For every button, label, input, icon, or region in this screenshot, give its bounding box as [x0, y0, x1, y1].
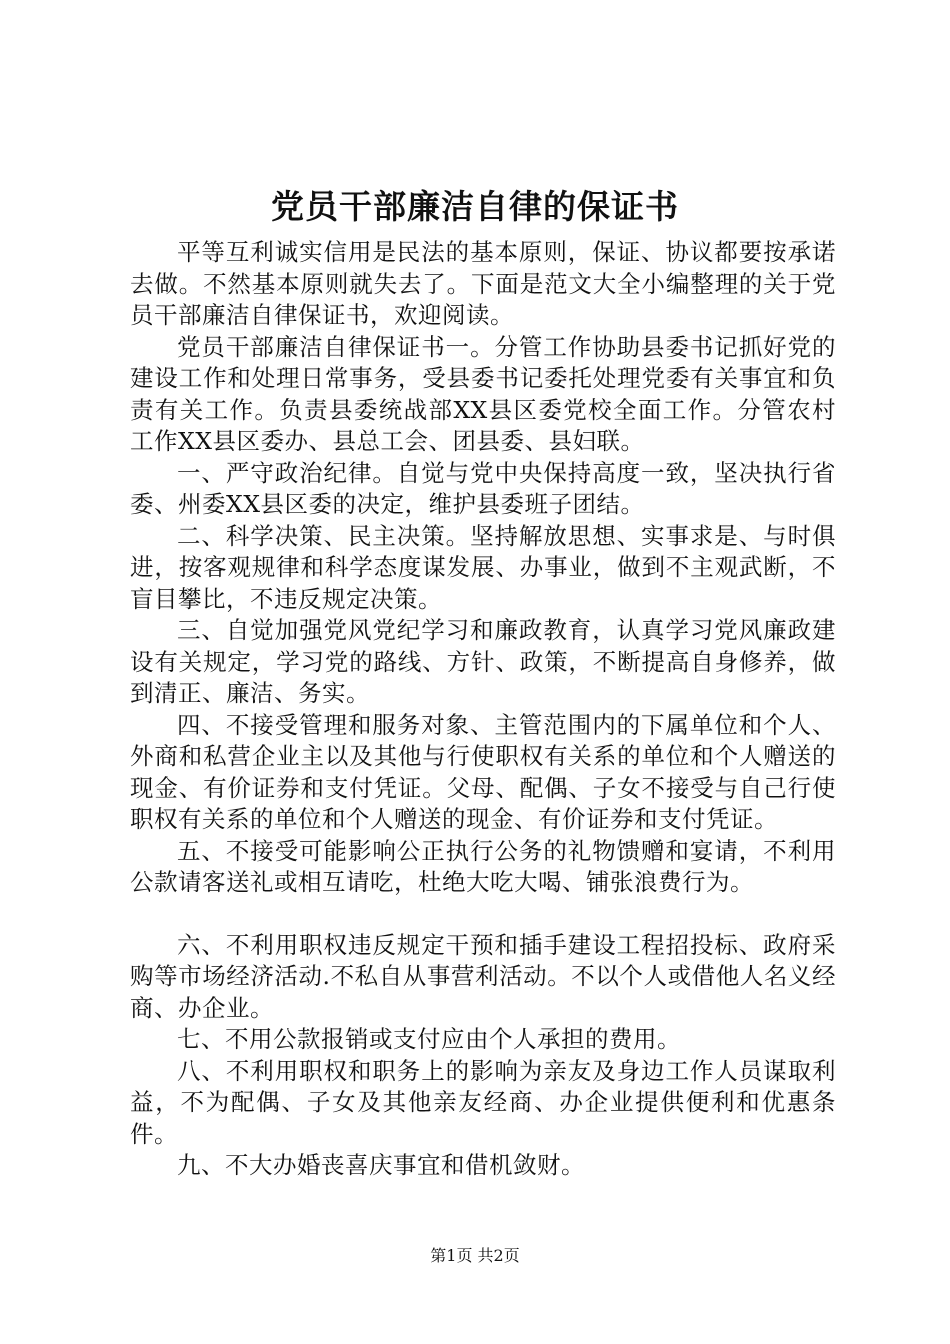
- paragraph-item-7: 七、不用公款报销或支付应由个人承担的费用。: [177, 1025, 681, 1053]
- paragraph-item-9: 九、不大办婚丧喜庆事宜和借机敛财。: [177, 1151, 585, 1179]
- paragraph-scope: 党员干部廉洁自律保证书一。分管工作协助县委书记抓好党的建设工作和处理日常事务，受县委书记委托处理党委有关事宜和负责有关工作。负责县委统战部XX县区委党校全面工作。分管农村工作XX县区委办、县总工会、团县委、县妇联。: [130, 332, 836, 455]
- paragraph-item-6: 六、不利用职权违反规定干预和插手建设工程招投标、政府采购等市场经济活动.不私自从事营利活动。不以个人或借他人名义经商、办企业。: [130, 930, 836, 1022]
- paragraph-intro: 平等互利诚实信用是民法的基本原则，保证、协议都要按承诺去做。不然基本原则就失去了。下面是范文大全小编整理的关于党员干部廉洁自律保证书，欢迎阅读。: [130, 238, 836, 329]
- paragraph-item-1: 一、严守政治纪律。自觉与党中央保持高度一致，坚决执行省委、州委XX县区委的决定，维护县委班子团结。: [130, 458, 836, 518]
- paragraph-item-5: 五、不接受可能影响公正执行公务的礼物馈赠和宴请，不利用公款请客送礼或相互请吃，杜绝大吃大喝、铺张浪费行为。: [130, 836, 836, 896]
- paragraph-item-8: 八、不利用职权和职务上的影响为亲友及身边工作人员谋取利益，不为配偶、子女及其他亲友经商、办企业提供便利和优惠条件。: [130, 1056, 836, 1148]
- document-body: [130, 237, 836, 1182]
- page-title: 党员干部廉洁自律的保证书: [271, 187, 679, 226]
- paragraph-item-3: 三、自觉加强党风党纪学习和廉政教育，认真学习党风廉政建设有关规定，学习党的路线、方针、政策，不断提高自身修养，做到清正、廉洁、务实。: [130, 616, 836, 707]
- paragraph-item-4: 四、不接受管理和服务对象、主管范围内的下属单位和个人、外商和私营企业主以及其他与行使职权有关系的单位和个人赠送的现金、有价证券和支付凭证。父母、配偶、子女不接受与自己行使职权有关系的单位和个人赠送的现金、有价证券和支付凭证。: [130, 710, 836, 833]
- page-footer: 第1页 共2页: [430, 1246, 520, 1265]
- paragraph-item-2: 二、科学决策、民主决策。坚持解放思想、实事求是、与时俱进，按客观规律和科学态度谋发展、办事业，做到不主观武断，不盲目攀比，不违反规定决策。: [130, 521, 836, 613]
